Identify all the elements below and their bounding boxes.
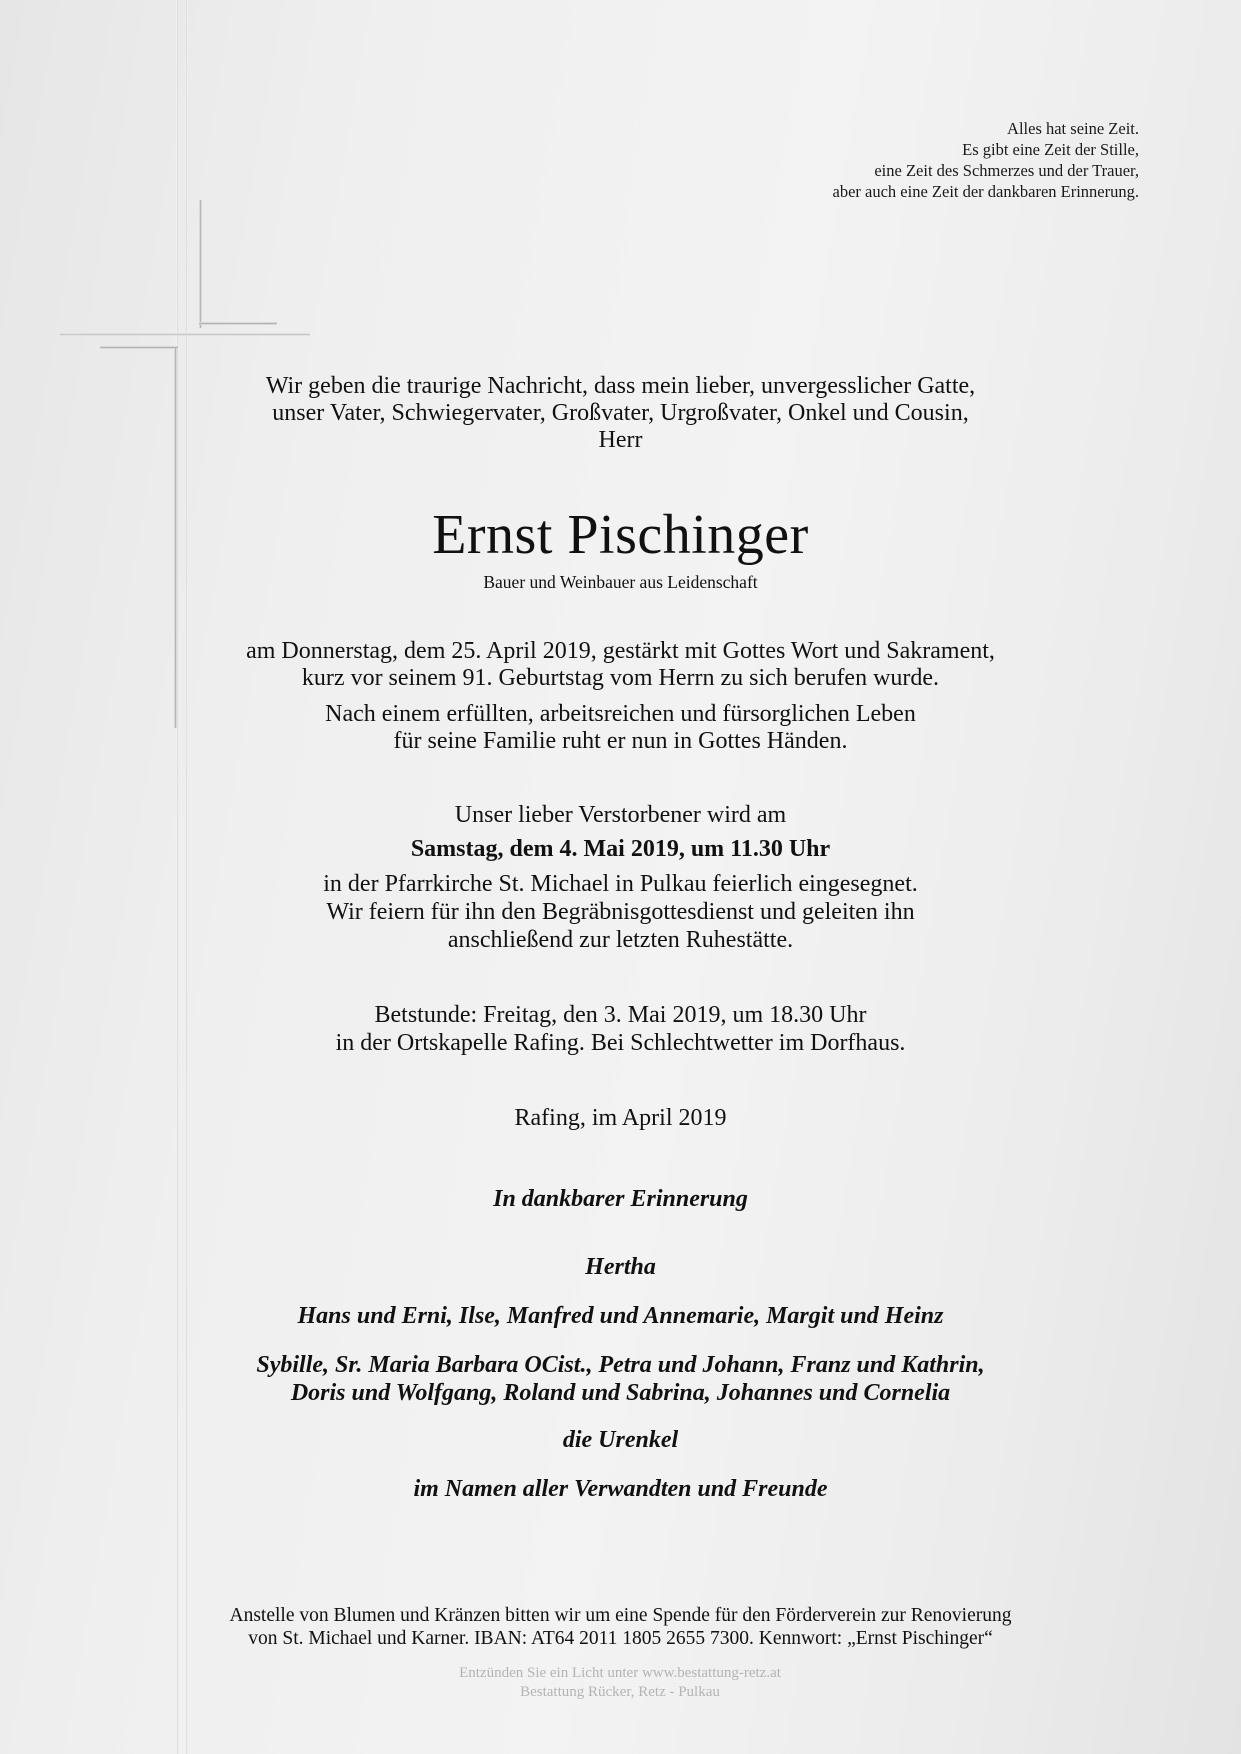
cross-upright-upper	[199, 200, 202, 328]
funeral-line: anschließend zur letzten Ruhestätte.	[447, 927, 794, 953]
prayer-hour	[0, 1001, 1241, 1057]
mourners-line: In dankbarer Erinnerung	[493, 1186, 748, 1212]
funeral-lead: Unser lieber Verstorbener wird am	[454, 802, 787, 828]
motto-verse	[833, 118, 1139, 202]
intro-line: Wir geben die traurige Nachricht, dass mein lieber, unvergesslicher Gatte,	[265, 373, 976, 399]
life-line: für seine Familie ruht er nun in Gottes Händen.	[393, 728, 848, 754]
announcement-intro	[0, 373, 1241, 454]
funeral-date: Samstag, dem 4. Mai 2019, um 11.30 Uhr	[410, 836, 831, 862]
mourners-line: Doris und Wolfgang, Roland und Sabrina, Johannes und Cornelia	[290, 1380, 951, 1406]
intro-line: unser Vater, Schwiegervater, Großvater, Urgroßvater, Onkel und Cousin,	[272, 400, 969, 426]
donation-line: von St. Michael und Karner. IBAN: AT64 2011 1805 2655 7300. Kennwort: „Ernst Pischinger“	[248, 1628, 993, 1649]
mourners-grandchildren	[0, 1351, 1241, 1407]
motto-line: Alles hat seine Zeit.	[1007, 119, 1139, 138]
cross-arm-right	[199, 322, 277, 325]
cross-arm-left	[100, 346, 178, 349]
funeral-line: Wir feiern für ihn den Begräbnisgottesdienst und geleiten ihn	[326, 899, 915, 925]
deceased-name: Ernst Pischinger	[432, 504, 809, 566]
place-date: Rafing, im April 2019	[514, 1105, 727, 1131]
life-summary	[0, 701, 1241, 755]
mourners-line: Hans und Erni, Ilse, Manfred und Annemarie, Margit und Heinz	[297, 1303, 944, 1329]
cross-crossbar	[60, 333, 310, 336]
prayer-line: in der Ortskapelle Rafing. Bei Schlechtwetter im Dorfhaus.	[335, 1030, 906, 1056]
mourners-line: die Urenkel	[562, 1427, 679, 1453]
prayer-line: Betstunde: Freitag, den 3. Mai 2019, um 18.30 Uhr	[374, 1002, 867, 1028]
donation-request	[0, 1604, 1241, 1650]
funeral-details	[0, 870, 1241, 954]
undertaker-footer	[387, 1664, 853, 1702]
mourners-line: im Namen aller Verwandten und Freunde	[413, 1476, 828, 1502]
deceased-occupation: Bauer und Weinbauer aus Leidenschaft	[483, 572, 758, 592]
death-line: kurz vor seinem 91. Geburtstag vom Herrn zu sich berufen wurde.	[301, 665, 940, 691]
donation-line: Anstelle von Blumen und Kränzen bitten wir um eine Spende für den Förderverein zur Renovierung	[229, 1605, 1012, 1626]
life-line: Nach einem erfüllten, arbeitsreichen und fürsorglichen Leben	[325, 701, 916, 727]
mourners-spouse	[0, 1253, 1241, 1281]
mourners-heading	[0, 1185, 1241, 1213]
death-notice	[0, 638, 1241, 692]
footer-line: Bestattung Rücker, Retz - Pulkau	[520, 1684, 720, 1700]
funeral-line: in der Pfarrkirche St. Michael in Pulkau feierlich eingesegnet.	[323, 871, 918, 897]
mourners-great-grandchildren	[0, 1426, 1241, 1454]
motto-line: eine Zeit des Schmerzes und der Trauer,	[874, 161, 1139, 180]
motto-line: aber auch eine Zeit der dankbaren Erinnerung.	[832, 182, 1139, 201]
motto-line: Es gibt eine Zeit der Stille,	[962, 140, 1139, 159]
death-line: am Donnerstag, dem 25. April 2019, gestärkt mit Gottes Wort und Sakrament,	[246, 638, 995, 664]
intro-line: Herr	[598, 427, 643, 453]
mourners-line: Sybille, Sr. Maria Barbara OCist., Petra und Johann, Franz und Kathrin,	[256, 1352, 985, 1378]
mourners-children	[0, 1302, 1241, 1330]
footer-line: Entzünden Sie ein Licht unter www.bestattung-retz.at	[459, 1665, 781, 1681]
mourners-line: Hertha	[585, 1254, 656, 1280]
mourners-relatives	[0, 1475, 1241, 1503]
